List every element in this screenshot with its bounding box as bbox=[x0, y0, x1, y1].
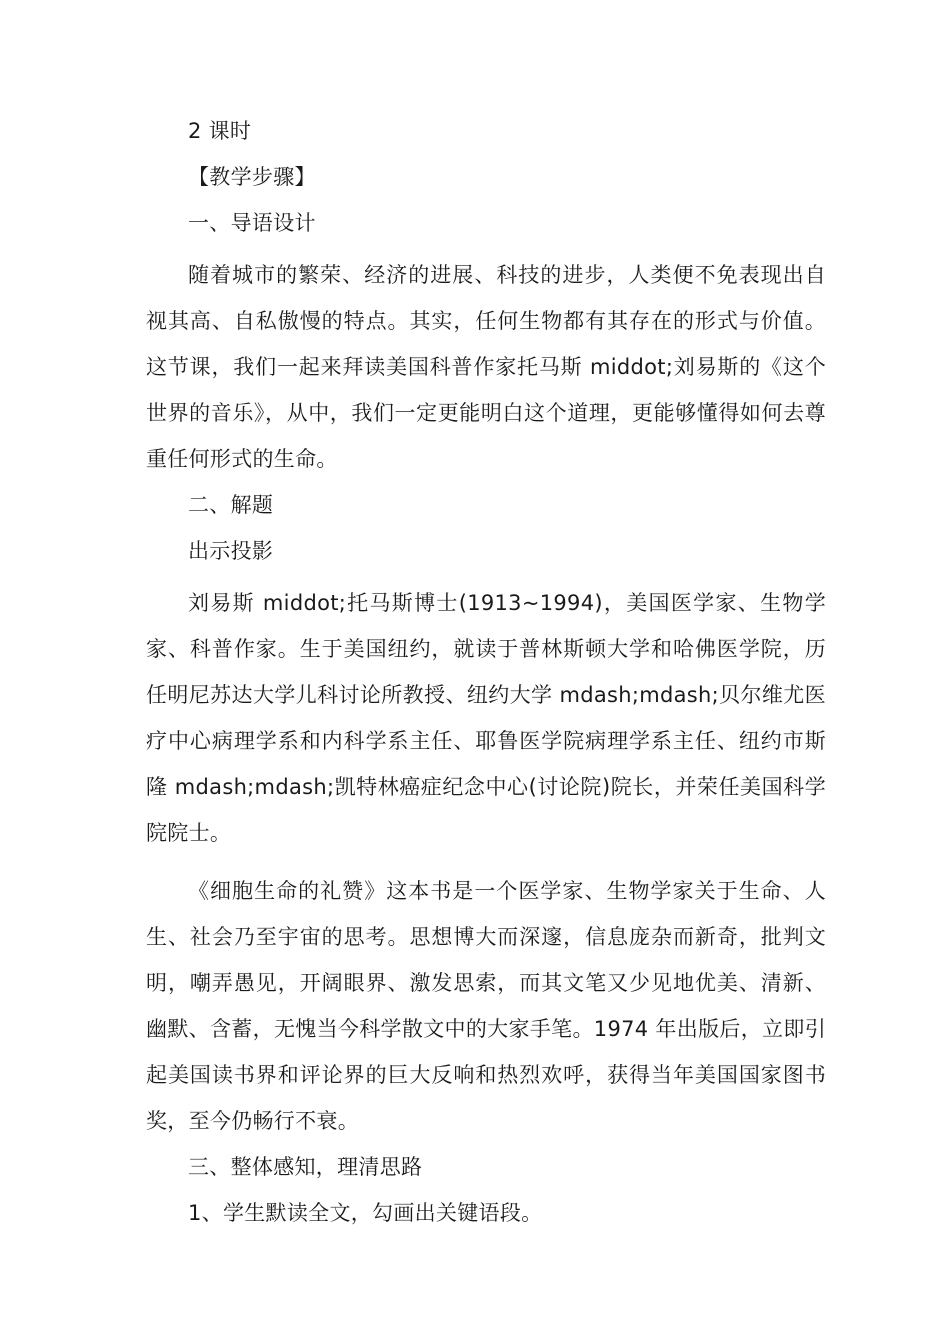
book-intro-paragraph: 《细胞生命的礼赞》这本书是一个医学家、生物学家关于生命、人生、社会乃至宇宙的思考。思想博大而深邃，信息庞杂而新奇，批判文明，嘲弄愚见，开阔眼界、激发思索，而其文笔又少见地优美、清新、幽默、含蓄，无愧当今科学散文中的大家手笔。1974 年出版后，立即引起美国读书界和评论界的巨大反响和热烈欢呼，获得当年美国国家图书奖，至今仍畅行不衰。 bbox=[146, 879, 826, 1133]
heading-title-explanation: 二、解题 bbox=[188, 493, 274, 517]
step-1-item: 1、学生默读全文，勾画出关键语段。 bbox=[188, 1201, 543, 1225]
section-title-teaching-steps: 【教学步骤】 bbox=[188, 165, 316, 189]
heading-intro-design: 一、导语设计 bbox=[188, 211, 316, 235]
document-body bbox=[146, 114, 826, 1242]
projection-label: 出示投影 bbox=[188, 539, 274, 563]
heading-overall-perception: 三、整体感知，理清思路 bbox=[188, 1155, 423, 1179]
intro-paragraph: 随着城市的繁荣、经济的进展、科技的进步，人类便不免表现出自视其高、自私傲慢的特点。其实，任何生物都有其存在的形式与价值。这节课，我们一起来拜读美国科普作家托马斯 middot;刘易斯的《这个世界的音乐》，从中，我们一定更能明白这个道理，更能够懂得如何去尊重任何形式的生命。 bbox=[146, 263, 826, 471]
lesson-count: 2 课时 bbox=[188, 119, 252, 143]
author-bio-paragraph: 刘易斯 middot;托马斯博士(1913~1994)，美国医学家、生物学家、科普作家。生于美国纽约，就读于普林斯顿大学和哈佛医学院，历任明尼苏达大学儿科讨论所教授、纽约大学 mdash;mdash;贝尔维尤医疗中心病理学系和内科学系主任、耶鲁医学院病理学系主任、纽约市斯隆 mdash;mdash;凯特林癌症纪念中心(讨论院)院长，并荣任美国科学院院士。 bbox=[146, 591, 826, 845]
